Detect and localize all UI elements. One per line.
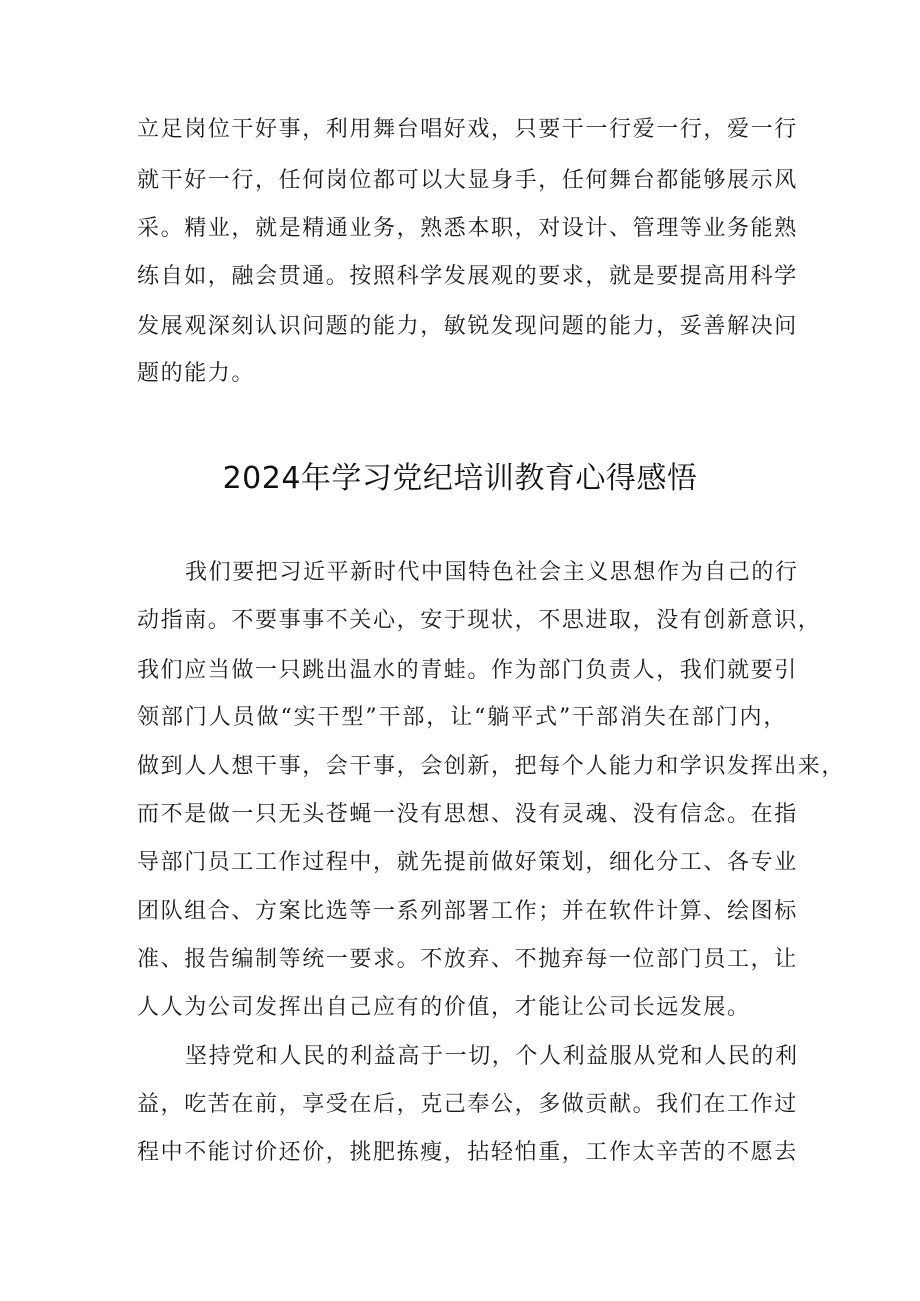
paragraph-line: 领部门人员做“实干型”干部，让“躺平式”干部消失在部门内， — [137, 705, 787, 730]
paragraph-line: 立足岗位干好事，利用舞台唱好戏，只要干一行爱一行，爱一行 — [137, 117, 798, 142]
paragraph-line: 就干好一行，任何岗位都可以大显身手，任何舞台都能够展示风 — [137, 168, 798, 193]
page-title: 2024年学习党纪培训教育心得感悟 — [222, 461, 698, 496]
paragraph-line: 导部门员工工作过程中，就先提前做好策划，细化分工、各专业 — [137, 850, 798, 875]
paragraph-line: 动指南。不要事事不关心，安于现状，不思进取，没有创新意识， — [137, 608, 822, 633]
paragraph-line: 团队组合、方案比选等一系列部署工作；并在软件计算、绘图标 — [137, 899, 798, 924]
paragraph-line: 而不是做一只无头苍蝇一没有思想、没有灵魂、没有信念。在指 — [137, 802, 798, 827]
paragraph-line: 发展观深刻认识问题的能力，敏锐发现问题的能力，妥善解决问 — [137, 314, 798, 339]
paragraph-line: 题的能力。 — [137, 361, 256, 386]
paragraph-line: 人人为公司发挥出自己应有的价值，才能让公司长远发展。 — [137, 995, 751, 1020]
paragraph-line: 采。精业，就是精通业务，熟悉本职，对设计、管理等业务能熟 — [137, 216, 798, 241]
paragraph-line: 准、报告编制等统一要求。不放弃、不抛弃每一位部门员工，让 — [137, 947, 798, 972]
paragraph-line: 益，吃苦在前，享受在后，克己奉公，多做贡献。我们在工作过 — [137, 1092, 798, 1117]
paragraph-line: 坚持党和人民的利益高于一切，个人利益服从党和人民的利 — [185, 1044, 799, 1069]
paragraph-line: 做到人人想干事，会干事，会创新，把每个人能力和学识发挥出来， — [137, 754, 846, 779]
paragraph-line: 练自如，融会贯通。按照科学发展观的要求，就是要提高用科学 — [137, 264, 798, 289]
paragraph-line: 程中不能讨价还价，挑肥拣瘦，拈轻怕重，工作太辛苦的不愿去 — [137, 1140, 798, 1165]
paragraph-line: 我们要把习近平新时代中国特色社会主义思想作为自己的行 — [185, 560, 799, 585]
paragraph-line: 我们应当做一只跳出温水的青蛙。作为部门负责人，我们就要引 — [137, 658, 798, 683]
